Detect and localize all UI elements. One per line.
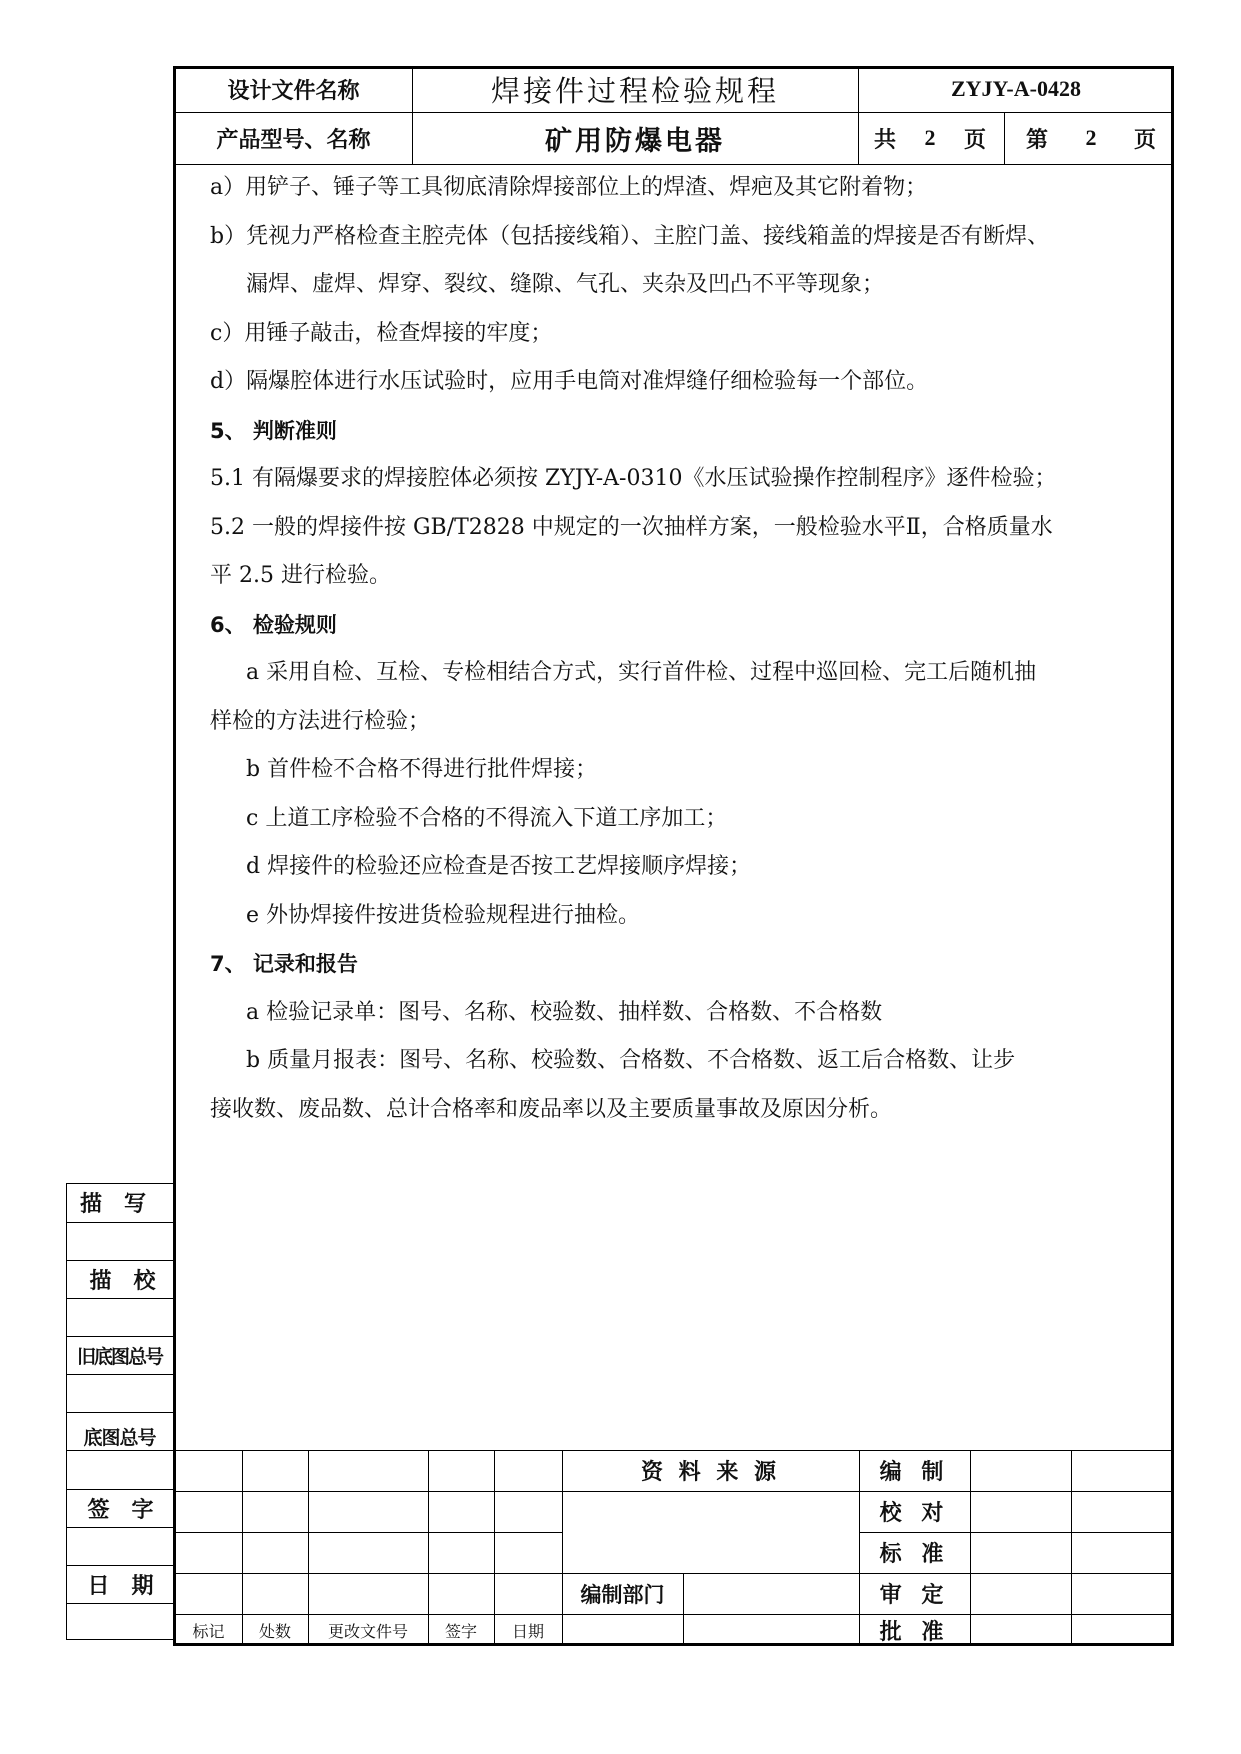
side-label-miao-xiao-text: 描 校 [89,1268,156,1294]
section-heading: 6、 检验规则 [210,612,337,637]
body-line: 接收数、废品数、总计合格率和废品率以及主要质量事故及原因分析。 [210,1096,893,1122]
body-line: 5.2 一般的焊接件按 GB/T2828 中规定的一次抽样方案，一般检验水平Ⅱ，合格质量水 [210,514,1053,540]
col-doc-no: 更改文件号 [327,1621,408,1641]
footer-v-6 [683,1573,684,1646]
col-date: 日期 [511,1621,544,1641]
side-label-old-base-no: 旧底图总号 [76,1345,162,1368]
section-heading: 5、 判断准则 [210,418,337,443]
body-line: d）隔爆腔体进行水压试验时，应用手电筒对准焊缝仔细检验每一个部位。 [210,369,929,394]
total-pages-prefix: 共 [874,127,897,153]
body-line: 漏焊、虚焊、焊穿、裂纹、缝隙、气孔、夹杂及凹凸不平等现象； [246,272,885,297]
side-line-11 [66,1603,173,1604]
dept-label: 编制部门 [580,1582,665,1607]
product-label: 产品型号、名称 [216,127,371,153]
side-line-5 [66,1374,173,1375]
side-label-base-no: 底图总号 [83,1427,156,1449]
body-line: 5.1 有隔爆要求的焊接腔体必须按 ZYJY-A-0310《水压试验操作控制程序》逐件检验； [210,466,1057,491]
total-pages [858,112,1004,164]
body-line: e 外协焊接件按进货检验规程进行抽检。 [246,902,641,928]
total-pages-suffix: 页 [963,127,986,153]
side-line-3 [66,1298,173,1299]
design-doc-label: 设计文件名称 [227,78,360,104]
footer-line-2 [173,1491,1174,1492]
body-line: c）用锤子敲击，检查焊接的牢度； [210,320,553,346]
side-line-7 [66,1450,173,1451]
side-label-date: 日 期 [87,1573,154,1599]
product-name: 矿用防爆电器 [545,125,725,157]
current-page [1004,112,1174,164]
col-sign: 签字 [444,1621,477,1641]
role-review: 审 定 [879,1583,950,1608]
body-line: a 检验记录单：图号、名称、校验数、抽样数、合格数、不合格数 [246,999,883,1025]
section-heading: 7、 记录和报告 [210,952,358,976]
body-line: 样检的方法进行检验； [210,708,431,734]
role-compile: 编 制 [879,1460,950,1485]
side-label-miao-xiao [68,1260,173,1298]
body-line: b 质量月报表：图号、名称、校验数、合格数、不合格数、返工后合格数、让步 [246,1048,1016,1073]
doc-code: ZYJY-A-0428 [951,76,1081,101]
source-label: 资 料 来 源 [641,1460,780,1485]
col-count: 处数 [258,1621,291,1641]
side-label-miao-xie-text: 描 写 [80,1192,147,1217]
body-line: a 采用自检、互检、专检相结合方式，实行首件检、过程中巡回检、完工后随机抽 [246,660,1037,685]
body-line: c 上道工序检验不合格的不得流入下道工序加工； [246,805,728,831]
doc-title: 焊接件过程检验规程 [490,73,779,108]
footer-v-8 [970,1450,971,1646]
role-check: 校 对 [879,1501,950,1526]
total-pages-value: 2 [924,125,936,150]
side-label-miao-xie [68,1183,173,1222]
body-line: a）用铲子、锤子等工具彻底清除焊接部位上的焊渣、焊疤及其它附着物； [210,175,928,200]
col-mark: 标记 [192,1621,225,1641]
role-approve: 批 准 [879,1619,950,1645]
body-line: d 焊接件的检验还应检查是否按工艺焊接顺序焊接； [246,854,752,879]
current-page-prefix: 第 [1026,127,1049,153]
current-page-suffix: 页 [1133,127,1156,153]
side-line-1 [66,1222,173,1223]
footer-v-9 [1071,1450,1072,1646]
current-page-value: 2 [1085,125,1097,150]
footer-line-3-left [173,1532,563,1533]
body-line: b）凭视力严格检查主腔壳体（包括接线箱）、主腔门盖、接线箱盖的焊接是否有断焊、 [210,223,1050,249]
body-line: b 首件检不合格不得进行批件焊接； [246,757,598,782]
side-line-9 [66,1527,173,1528]
body-line: 平 2.5 进行检验。 [210,563,391,588]
body-content [210,164,1160,1134]
role-standard: 标 准 [879,1542,950,1567]
side-label-sign: 签 字 [87,1497,154,1523]
